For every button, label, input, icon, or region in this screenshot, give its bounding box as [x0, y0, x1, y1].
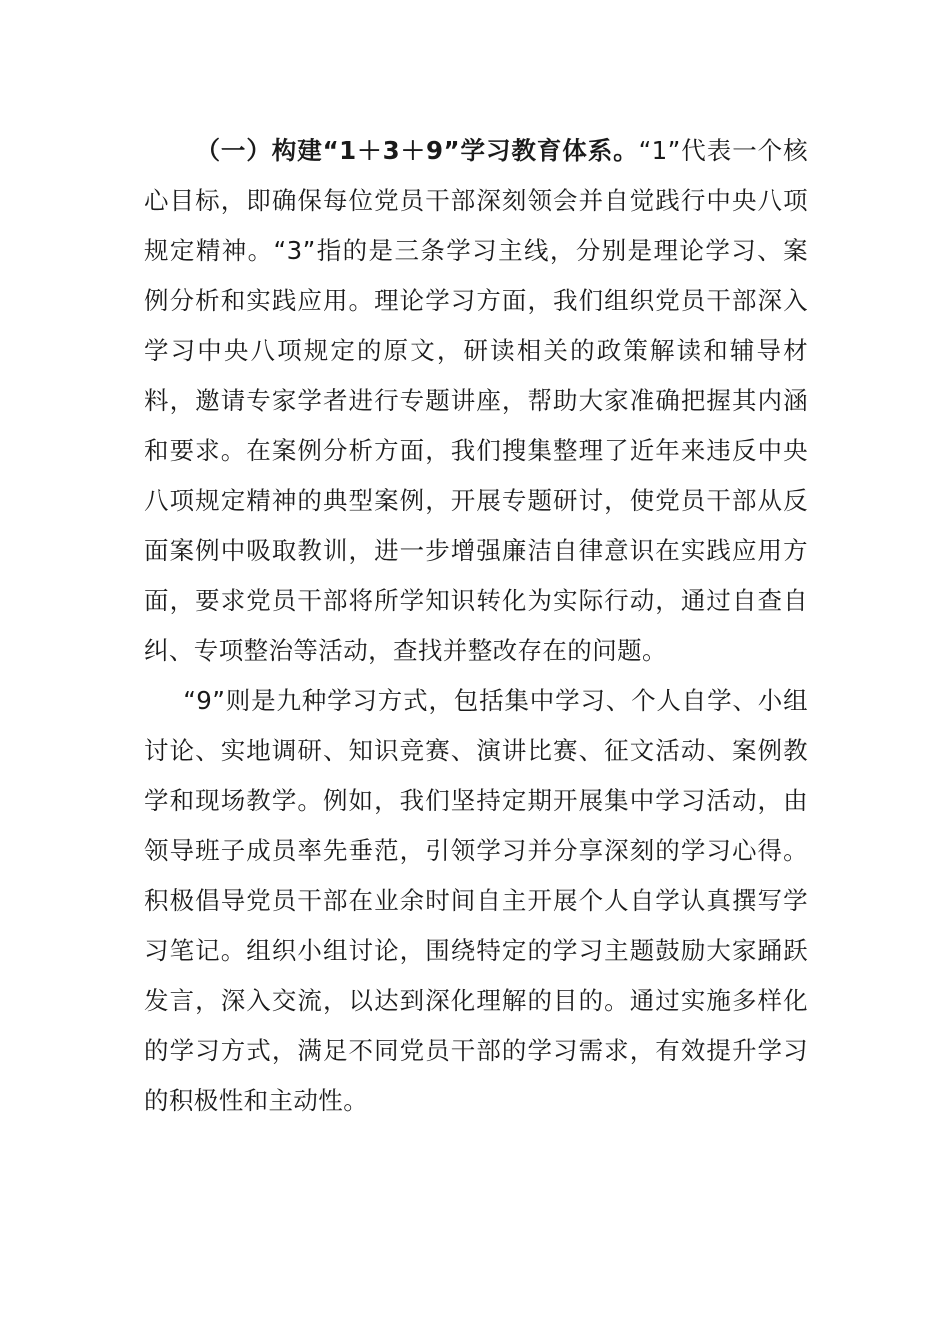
- paragraph-1: [144, 126, 808, 676]
- paragraph-2-text: “9”则是九种学习方式，包括集中学习、个人自学、小组讨论、实地调研、知识竞赛、演讲比赛、征文活动、案例教学和现场教学。例如，我们坚持定期开展集中学习活动，由领导班子成员率先垂范，引领学习并分享深刻的学习心得。积极倡导党员干部在业余时间自主开展个人自学认真撰写学习笔记。组织小组讨论，围绕特定的学习主题鼓励大家踊跃发言，深入交流，以达到深化理解的目的。通过实施多样化的学习方式，满足不同党员干部的学习需求，有效提升学习的积极性和主动性。: [144, 686, 808, 1115]
- paragraph-1-text: “1”代表一个核心目标，即确保每位党员干部深刻领会并自觉践行中央八项规定精神。“3”指的是三条学习主线，分别是理论学习、案例分析和实践应用。理论学习方面，我们组织党员干部深入学习中央八项规定的原文，研读相关的政策解读和辅导材料，邀请专家学者进行专题讲座，帮助大家准确把握其内涵和要求。在案例分析方面，我们搜集整理了近年来违反中央八项规定精神的典型案例，开展专题研讨，使党员干部从反面案例中吸取教训，进一步增强廉洁自律意识在实践应用方面，要求党员干部将所学知识转化为实际行动，通过自查自纠、专项整治等活动，查找并整改存在的问题。: [144, 136, 808, 665]
- section-heading: （一）构建“1＋3＋9”学习教育体系。: [195, 136, 639, 165]
- document-body: [144, 126, 808, 1126]
- paragraph-2: [144, 676, 808, 1126]
